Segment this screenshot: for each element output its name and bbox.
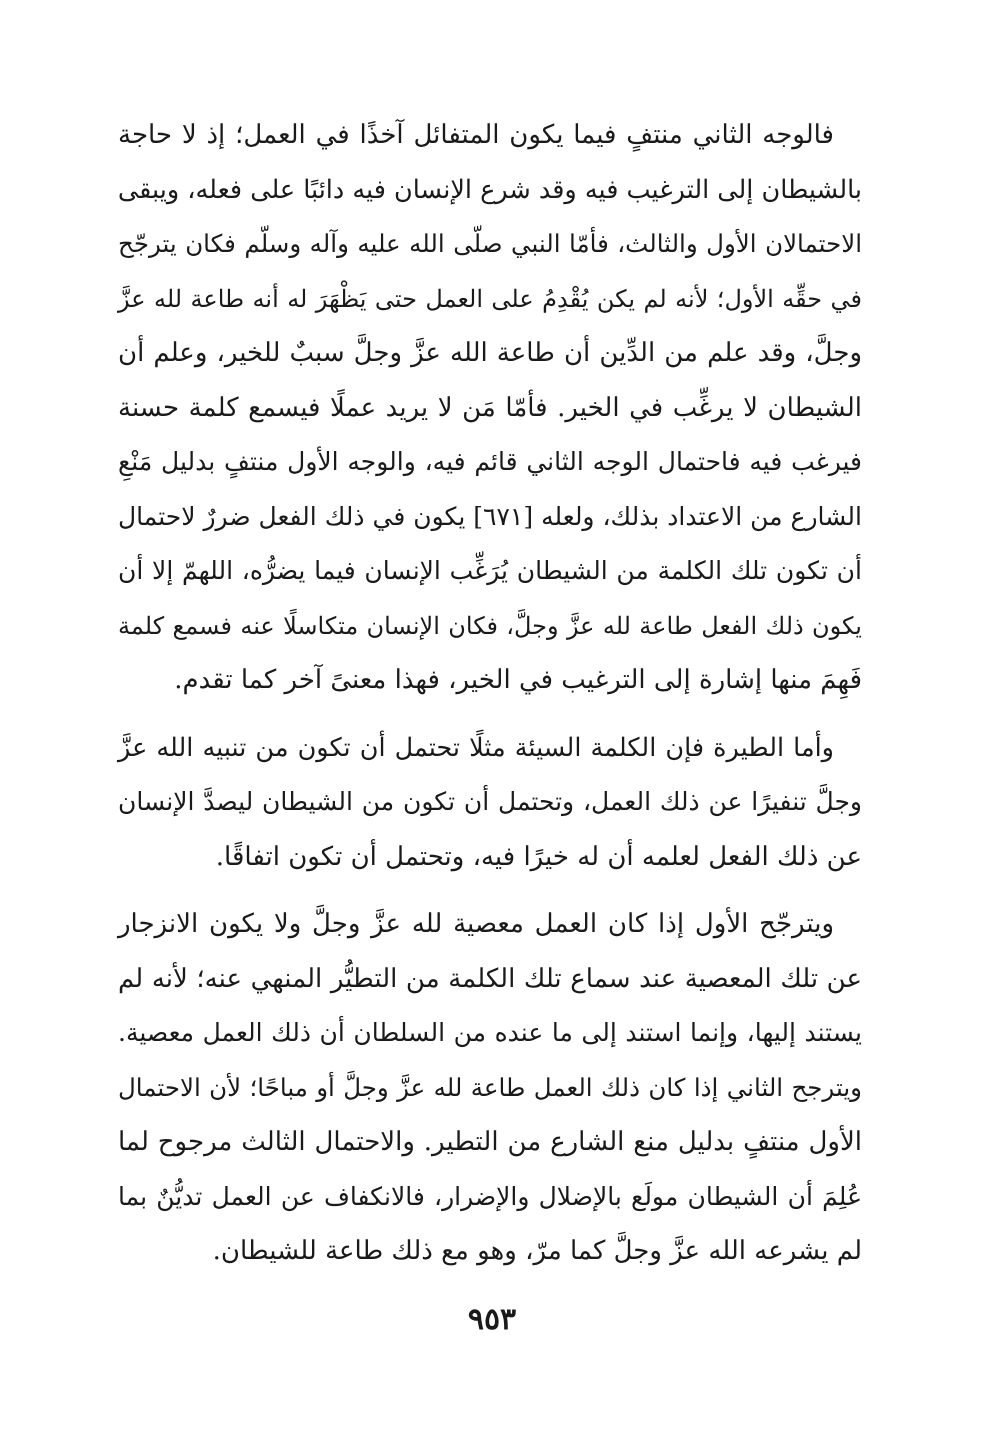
body-text — [118, 108, 862, 1279]
text-line: فالوجه الثاني منتفٍ فيما يكون المتفائل آخذًا في العمل؛ إذ لا حاجة — [118, 120, 834, 150]
text-line: لم يشرعه الله عزَّ وجلَّ كما مرّ، وهو مع ذلك طاعة للشيطان. — [212, 1236, 862, 1266]
text-line: وأما الطيرة فإن الكلمة السيئة مثلًا تحتمل أن تكون من تنبيه الله عزَّ — [118, 732, 834, 763]
paragraph-1 — [118, 108, 862, 708]
text-line: عُلِمَ أن الشيطان مولَع بالإضلال والإضرار، فالانكفاف عن العمل تديُّنٌ بما — [118, 1181, 862, 1211]
text-line: ويترجح الثاني إذا كان ذلك العمل طاعة لله عزَّ وجلَّ أو مباحًا؛ لأن الاحتمال — [118, 1072, 862, 1102]
text-line: يستند إليها، وإنما استند إلى ما عنده من السلطان أن ذلك العمل معصية. — [118, 1018, 862, 1047]
text-line: فيرغب فيه فاحتمال الوجه الثاني قائم فيه، والوجه الأول منتفٍ بدليل مَنْعِ — [118, 447, 862, 476]
paragraph-2 — [118, 721, 862, 885]
text-line: الشارع من الاعتداد بذلك، ولعله [٦٧١] يكون في ذلك الفعل ضررٌ لاحتمال — [118, 501, 862, 531]
text-line: عن تلك المعصية عند سماع تلك الكلمة من التطيُّر المنهي عنه؛ لأنه لم — [118, 963, 862, 994]
text-line: ويترجّح الأول إذا كان العمل معصية لله عزَّ وجلَّ ولا يكون الانزجار — [118, 909, 834, 939]
paragraph-3 — [118, 897, 862, 1279]
text-line: يكون ذلك الفعل طاعة لله عزَّ وجلَّ، فكان الإنسان متكاسلًا عنه فسمع كلمة — [118, 611, 862, 640]
text-line: الاحتمالان الأول والثالث، فأمّا النبي صلّى الله عليه وآله وسلّم فكان يترجّح — [118, 229, 862, 258]
text-line: عن ذلك الفعل لعلمه أن له خيرًا فيه، وتحتمل أن تكون اتفاقًا. — [215, 841, 862, 872]
text-line: أن تكون تلك الكلمة من الشيطان يُرَغِّب الإنسان فيما يضرُّه، اللهمّ إلا أن — [118, 556, 862, 585]
text-line: في حقِّه الأول؛ لأنه لم يكن يُقْدِمُ على العمل حتى يَظْهَرَ له أنه طاعة لله عزَّ — [118, 284, 862, 313]
page-number: ٩٥٣ — [467, 1302, 517, 1337]
text-line: وجلَّ، وقد علم من الدِّين أن طاعة الله عزَّ وجلَّ سببٌ للخير، وعلم أن — [118, 338, 862, 368]
text-line: الشيطان لا يرغِّب في الخير. فأمّا مَن لا يريد عملًا فيسمع كلمة حسنة — [118, 392, 862, 423]
text-line: بالشيطان إلى الترغيب فيه وقد شرع الإنسان فيه دائبًا على فعله، ويبقى — [117, 174, 862, 205]
text-line: الأول منتفٍ بدليل منع الشارع من التطير. والاحتمال الثالث مرجوح لما — [118, 1127, 862, 1157]
text-line: وجلَّ تنفيرًا عن ذلك العمل، وتحتمل أن تكون من الشيطان ليصدَّ الإنسان — [118, 787, 862, 816]
text-line: فَهِمَ منها إشارة إلى الترغيب في الخير، فهذا معنىً آخر كما تقدم. — [174, 665, 862, 695]
